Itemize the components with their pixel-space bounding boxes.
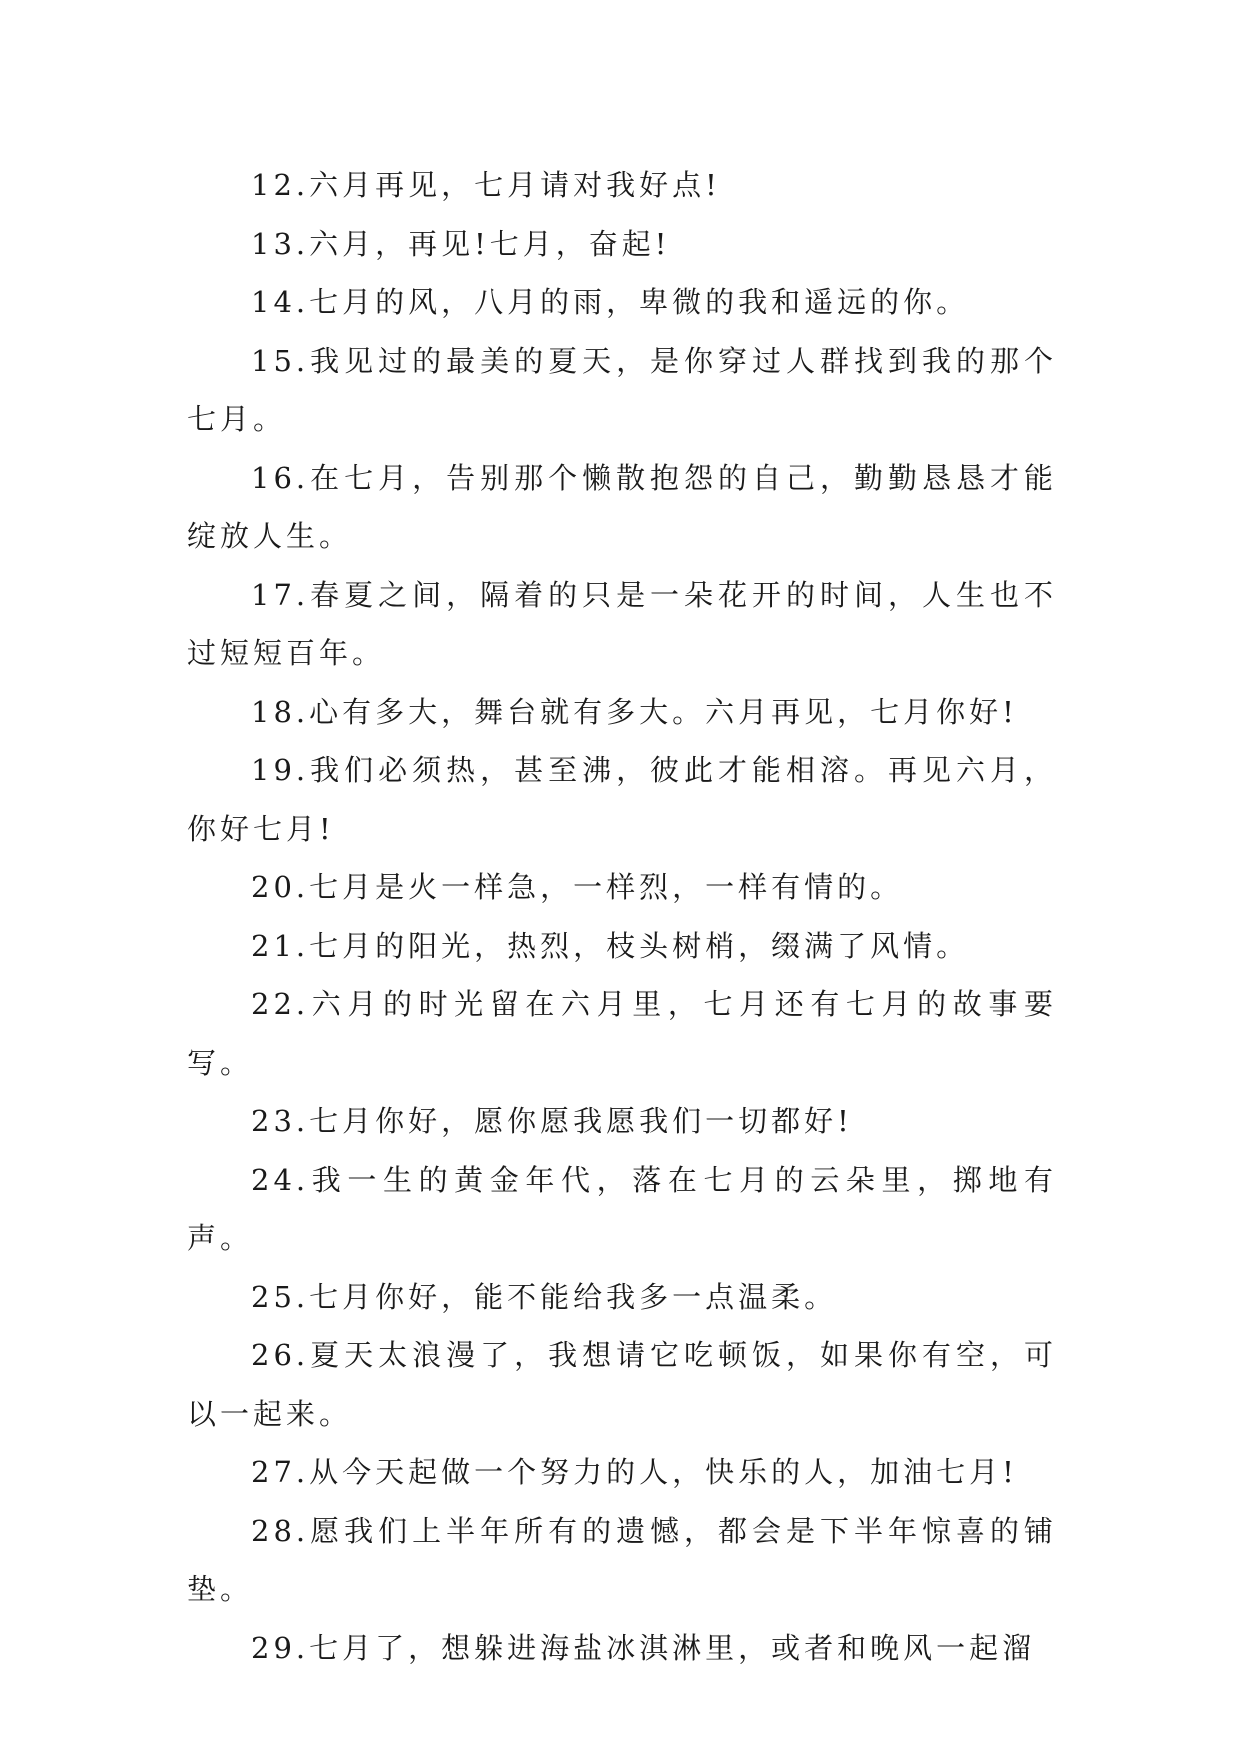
paragraph-18: 18.心有多大，舞台就有多大。六月再见，七月你好! [251,694,1018,729]
paragraph-16: 16.在七月，告别那个懒散抱怨的自己，勤勤恳恳才能绽放人生。 [187,460,1057,553]
paragraph-29: 29.七月了，想躲进海盐冰淇淋里，或者和晚风一起溜 [251,1630,1036,1665]
paragraph-21: 21.七月的阳光，热烈，枝头树梢，缀满了风情。 [251,928,970,963]
paragraph-28: 28.愿我们上半年所有的遗憾，都会是下半年惊喜的铺垫。 [187,1513,1057,1606]
paragraph-27: 27.从今天起做一个努力的人，快乐的人，加油七月! [251,1455,1018,1489]
paragraph-23: 23.七月你好，愿你愿我愿我们一切都好! [251,1104,853,1138]
paragraph-13: 13.六月，再见!七月，奋起! [251,226,671,261]
paragraph-15: 15.我见过的最美的夏天，是你穿过人群找到我的那个七月。 [187,343,1057,436]
paragraph-17: 17.春夏之间，隔着的只是一朵花开的时间，人生也不过短短百年。 [187,577,1057,670]
paragraph-24: 24.我一生的黄金年代，落在七月的云朵里，掷地有声。 [187,1162,1057,1255]
document-body [187,156,1057,1677]
paragraph-25: 25.七月你好，能不能给我多一点温柔。 [251,1279,838,1314]
paragraph-14: 14.七月的风，八月的雨，卑微的我和遥远的你。 [251,285,970,319]
paragraph-22: 22.六月的时光留在六月里，七月还有七月的故事要写。 [187,987,1057,1080]
paragraph-26: 26.夏天太浪漫了，我想请它吃顿饭，如果你有空，可以一起来。 [187,1338,1057,1431]
paragraph-12: 12.六月再见，七月请对我好点! [251,168,721,202]
paragraph-19: 19.我们必须热，甚至沸，彼此才能相溶。再见六月，你好七月! [187,753,1057,846]
paragraph-20: 20.七月是火一样急，一样烈，一样有情的。 [251,870,904,904]
